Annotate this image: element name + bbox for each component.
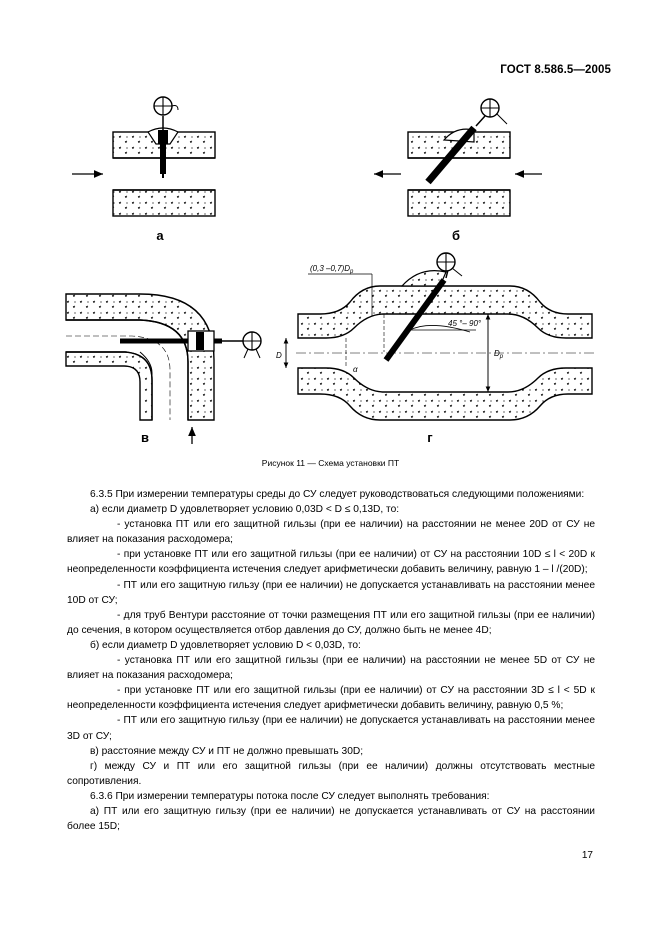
alpha-label: α [353,365,358,374]
paragraph: б) если диаметр D удовлетворяет условию D < 0,03D, то: [90,639,361,651]
paragraph: - ПТ или его защитную гильзу (при ее наличии) не допускается устанавливать на расстоянии менее 10D от СУ; [67,579,595,606]
paragraph: а) ПТ или его защитную гильзу (при ее наличии) не допускается устанавливать от СУ на расстоянии более 15D; [67,805,595,833]
svg-text:(0,3 –0,7)Dp [310,264,354,275]
offset-label: (0,3 –0,7)D [310,264,351,273]
paragraph: 6.3.5 При измерении температуры среды до СУ следует руководствоваться следующими положениями: [90,489,585,500]
paragraph: в) расстояние между СУ и ПТ не должно превышать 30D; [90,745,364,757]
label-a: а [156,228,164,243]
paragraph: - при установке ПТ или его защитной гильзы (при ее наличии) от СУ на расстоянии 10D ≤ l < 20D к неопределенности коэффициента истечения следует арифметически добавить величину, равную 1 – l /(20D); [67,549,595,576]
label-g: г [427,430,433,445]
paragraph: - ПТ или его защитную гильзу (при ее наличии) не допускается устанавливать на расстоянии менее 3D от СУ; [67,715,595,742]
paragraph: - при установке ПТ или его защитной гильзы (при ее наличии) от СУ на расстоянии 3D ≤ l < 5D к неопределенности коэффициента истечения следует арифметически добавить величину, равную 0,5 %; [67,685,595,712]
svg-text:Dp [494,349,504,360]
paragraph: 6.3.6 При измерении температуры потока после СУ следует выполнять требования: [90,790,490,802]
angle-label: 45 °– 90° [448,319,482,328]
label-b: б [451,228,461,243]
offset-sub: p [350,269,354,275]
paragraph: - установка ПТ или его защитной гильзы (при ее наличии) на расстоянии не менее 20D от СУ не влияет на показания расходомера; [67,519,595,546]
page-number: 17 [581,850,593,861]
dim-dp-sub: p [499,354,504,360]
dim-d-label: D [276,351,282,360]
body-text [67,487,595,834]
label-v: в [141,430,149,445]
paragraph: г) между СУ и ПТ или его защитной гильзы (при ее наличии) должны отсутствовать местные сопротивления. [67,760,595,787]
diagram-b [374,99,542,243]
paragraph: - установка ПТ или его защитной гильзы (при ее наличии) на расстоянии не менее 5D от СУ не влияет на показания расходомера; [67,655,595,682]
diagram-v [66,294,261,445]
document-header: ГОСТ 8.586.5—2005 [500,64,611,76]
diagram-g [276,253,594,445]
figure-11 [0,90,661,465]
paragraph: - для труб Вентури расстояние от точки размещения ПТ или его защитной гильзы (при ее наличии) до сечения, в котором осуществляется отбор давления до СУ, должно быть не менее 4D; [67,609,595,636]
figure-caption: Рисунок 11 — Схема установки ПТ [261,458,400,468]
paragraph: а) если диаметр D удовлетворяет условию 0,03D < D ≤ 0,13D, то: [90,504,400,516]
diagram-a [72,97,215,243]
dim-dp-label: D [494,349,500,358]
